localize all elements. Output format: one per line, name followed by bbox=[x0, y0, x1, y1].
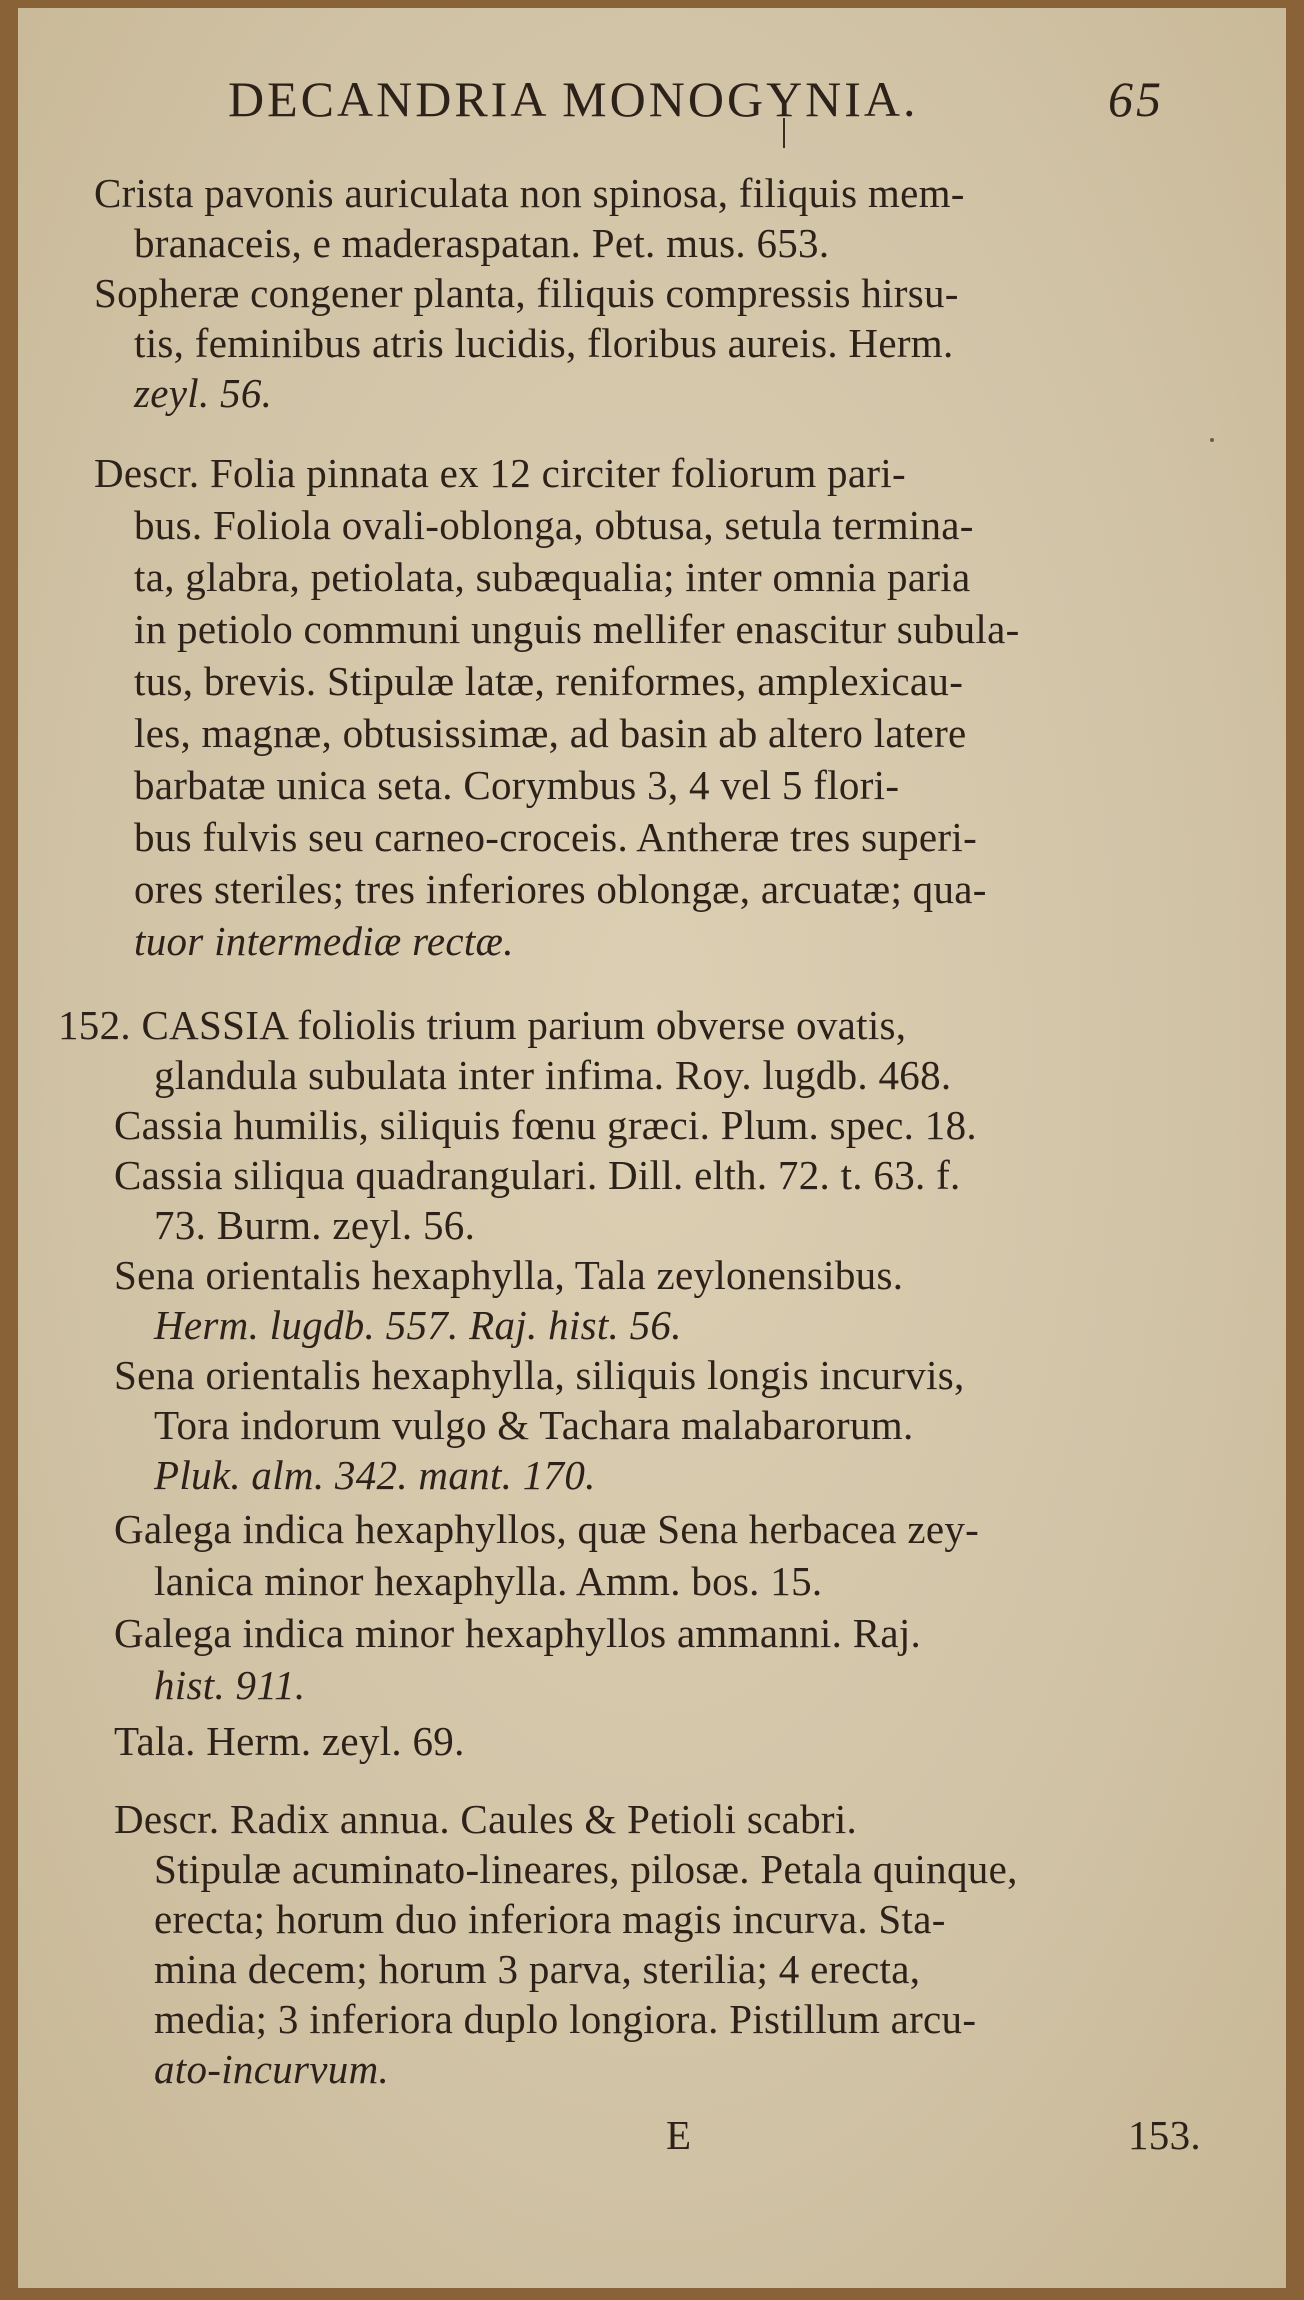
text-line: bus. Foliola ovali-oblonga, obtusa, setula termina- bbox=[134, 502, 974, 548]
catchword: 153. bbox=[1128, 2112, 1201, 2158]
text-line: Crista pavonis auriculata non spinosa, filiquis mem- bbox=[94, 170, 965, 216]
text-line: Descr. Folia pinnata ex 12 circiter foliorum pari- bbox=[94, 450, 906, 496]
text-line: Sopheræ congener planta, filiquis compressis hirsu- bbox=[94, 270, 959, 316]
signature-mark: E bbox=[666, 2112, 692, 2158]
running-title: DECANDRIA MONOGYNIA. bbox=[228, 71, 919, 127]
text-line: Sena orientalis hexaphylla, siliquis longis incurvis, bbox=[114, 1352, 965, 1398]
book-page bbox=[18, 8, 1286, 2288]
text-line: zeyl. 56. bbox=[134, 370, 273, 416]
text-line: tus, brevis. Stipulæ latæ, reniformes, amplexicau- bbox=[134, 658, 964, 704]
text-line: 73. Burm. zeyl. 56. bbox=[154, 1202, 476, 1248]
text-line: Stipulæ acuminato-lineares, pilosæ. Petala quinque, bbox=[154, 1846, 1018, 1892]
text-line: glandula subulata inter infima. Roy. lugdb. 468. bbox=[154, 1052, 952, 1098]
text-line: Herm. lugdb. 557. Raj. hist. 56. bbox=[154, 1302, 682, 1348]
text-line: tis, feminibus atris lucidis, floribus aureis. Herm. bbox=[134, 320, 954, 366]
species-heading: 152. CASSIA foliolis trium parium obverse ovatis, bbox=[58, 1002, 907, 1048]
text-line: mina decem; horum 3 parva, sterilia; 4 erecta, bbox=[154, 1946, 921, 1992]
page-number: 65 bbox=[1108, 71, 1164, 127]
text-line: lanica minor hexaphylla. Amm. bos. 15. bbox=[154, 1558, 823, 1604]
text-line: Galega indica hexaphyllos, quæ Sena herbacea zey- bbox=[114, 1506, 980, 1552]
text-line: Tora indorum vulgo & Tachara malabarorum. bbox=[154, 1402, 914, 1448]
text-line: Galega indica minor hexaphyllos ammanni. Raj. bbox=[114, 1610, 922, 1656]
text-line: erecta; horum duo inferiora magis incurva. Sta- bbox=[154, 1896, 946, 1942]
text-line: in petiolo communi unguis mellifer enascitur subula- bbox=[134, 606, 1020, 652]
text-line: les, magnæ, obtusissimæ, ad basin ab altero latere bbox=[134, 710, 967, 756]
text-line: Cassia siliqua quadrangulari. Dill. elth. 72. t. 63. f. bbox=[114, 1152, 961, 1198]
text-line: Pluk. alm. 342. mant. 170. bbox=[154, 1452, 596, 1498]
text-line: bus fulvis seu carneo-croceis. Antheræ tres superi- bbox=[134, 814, 978, 860]
text-line: media; 3 inferiora duplo longiora. Pistillum arcu- bbox=[154, 1996, 977, 2042]
page-text bbox=[18, 8, 1286, 2288]
text-line: Tala. Herm. zeyl. 69. bbox=[114, 1718, 465, 1764]
text-line: ato-incurvum. bbox=[154, 2046, 390, 2092]
text-line: ta, glabra, petiolata, subæqualia; inter omnia paria bbox=[134, 554, 971, 600]
text-line: barbatæ unica seta. Corymbus 3, 4 vel 5 flori- bbox=[134, 762, 900, 808]
text-line: branaceis, e maderaspatan. Pet. mus. 653. bbox=[134, 220, 830, 266]
text-line: Descr. Radix annua. Caules & Petioli scabri. bbox=[114, 1796, 858, 1842]
text-line: Cassia humilis, siliquis fœnu græci. Plum. spec. 18. bbox=[114, 1102, 977, 1148]
text-line: Sena orientalis hexaphylla, Tala zeylonensibus. bbox=[114, 1252, 904, 1298]
text-line: ores steriles; tres inferiores oblongæ, arcuatæ; qua- bbox=[134, 866, 987, 912]
text-line: tuor intermediæ rectæ. bbox=[134, 918, 514, 964]
text-line: hist. 911. bbox=[154, 1662, 306, 1708]
